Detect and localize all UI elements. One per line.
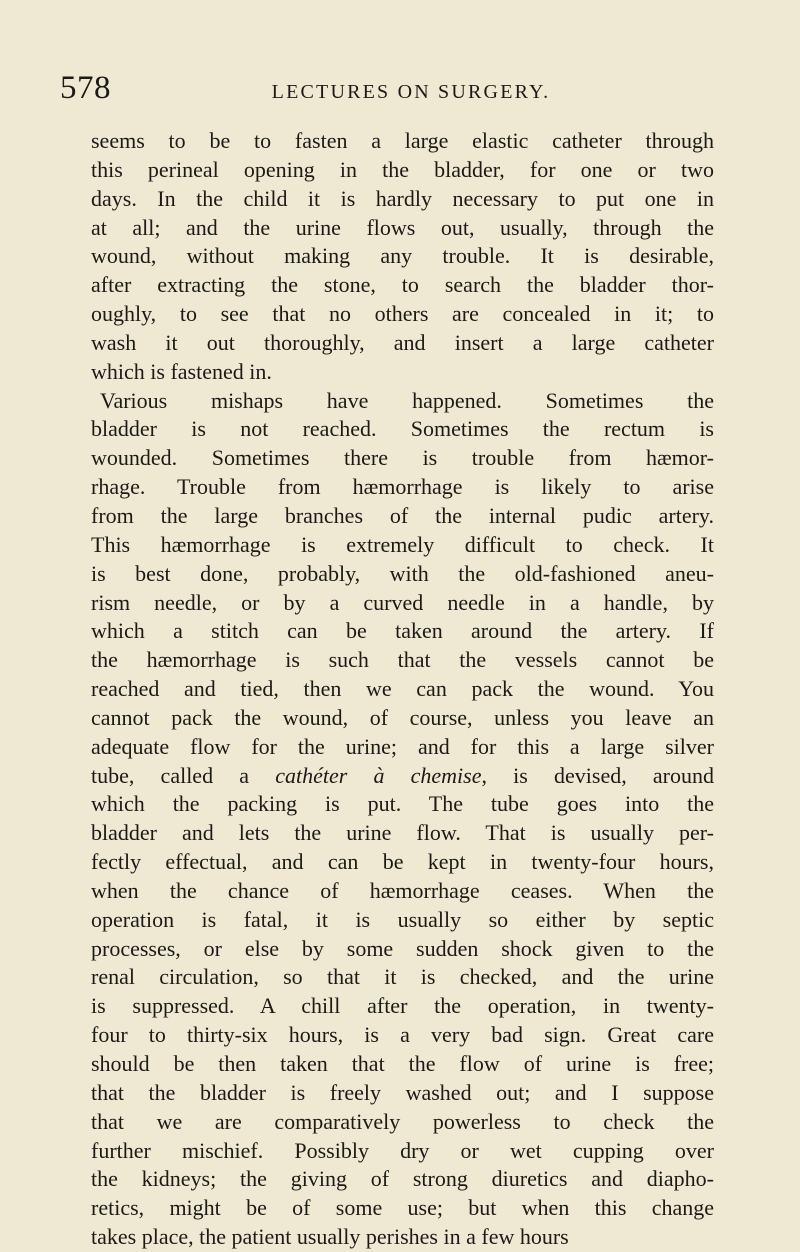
text-line: bladder and lets the urine flow. That is usually per- <box>91 820 714 846</box>
text-line: cannot pack the wound, of course, unless you leave an <box>91 704 714 730</box>
text-line: reached and tied, then we can pack the wound. You <box>91 676 714 702</box>
text-line: is best done, probably, with the old-fashioned aneu- <box>91 560 714 586</box>
text-line: at all; and the urine flows out, usually, through the <box>91 214 714 240</box>
running-head: LECTURES ON SURGERY. <box>271 81 551 103</box>
text-line: oughly, to see that no others are concealed in it; to <box>91 301 714 327</box>
text-line: when the chance of hæmorrhage ceases. When the <box>91 877 714 903</box>
text-segment: tube, called a <box>91 762 276 788</box>
text-line: days. In the child it is hardly necessary to put one in <box>91 185 714 211</box>
text-line: This hæmorrhage is extremely difficult to check. It <box>91 531 714 557</box>
text-line: that we are comparatively powerless to check the <box>91 1108 714 1134</box>
text-line: takes place, the patient usually perishes in a few hours <box>91 1224 569 1250</box>
text-line: after extracting the stone, to search the bladder thor- <box>91 272 714 298</box>
text-line: adequate flow for the urine; and for this a large silver <box>91 733 714 759</box>
text-line: which is fastened in. <box>91 358 272 384</box>
text-line: which a stitch can be taken around the artery. If <box>91 618 714 644</box>
text-line: the kidneys; the giving of strong diuretics and diapho- <box>91 1166 714 1192</box>
text-line: wounded. Sometimes there is trouble from hæmor- <box>91 445 714 471</box>
text-line: rhage. Trouble from hæmorrhage is likely to arise <box>91 474 714 500</box>
body-text <box>91 127 714 1252</box>
text-line: wound, without making any trouble. It is desirable, <box>91 243 714 269</box>
page-header <box>60 68 732 108</box>
text-line: from the large branches of the internal pudic artery. <box>91 502 714 528</box>
text-line: is suppressed. A chill after the operation, in twenty- <box>91 993 714 1019</box>
text-line: which the packing is put. The tube goes into the <box>91 791 714 817</box>
text-line: four to thirty-six hours, is a very bad sign. Great care <box>91 1022 714 1048</box>
text-line: operation is fatal, it is usually so either by septic <box>91 906 714 932</box>
text-line: further mischief. Possibly dry or wet cupping over <box>91 1137 714 1163</box>
text-line: that the bladder is freely washed out; and I suppose <box>91 1079 714 1105</box>
text-line: seems to be to fasten a large elastic catheter through <box>91 128 714 153</box>
text-line: renal circulation, so that it is checked, and the urine <box>91 964 714 990</box>
text-segment: , is devised, around <box>481 762 715 788</box>
italic-term: cathéter à chemise <box>275 762 482 788</box>
text-line: retics, might be of some use; but when this change <box>91 1195 714 1221</box>
text-line: wash it out thoroughly, and insert a large catheter <box>91 329 714 355</box>
text-line: rism needle, or by a curved needle in a handle, by <box>91 589 714 615</box>
text-line: processes, or else by some sudden shock given to the <box>91 935 714 961</box>
text-line: this perineal opening in the bladder, for one or two <box>91 156 714 182</box>
text-line: fectly effectual, and can be kept in twenty-four hours, <box>91 849 714 875</box>
text-line <box>91 762 714 791</box>
text-line: the hæmorrhage is such that the vessels cannot be <box>91 647 714 673</box>
page-number: 578 <box>60 70 111 106</box>
text-line: Various mishaps have happened. Sometimes the <box>100 387 714 413</box>
text-line: should be then taken that the flow of urine is free; <box>91 1051 714 1076</box>
text-line: bladder is not reached. Sometimes the rectum is <box>91 416 714 442</box>
